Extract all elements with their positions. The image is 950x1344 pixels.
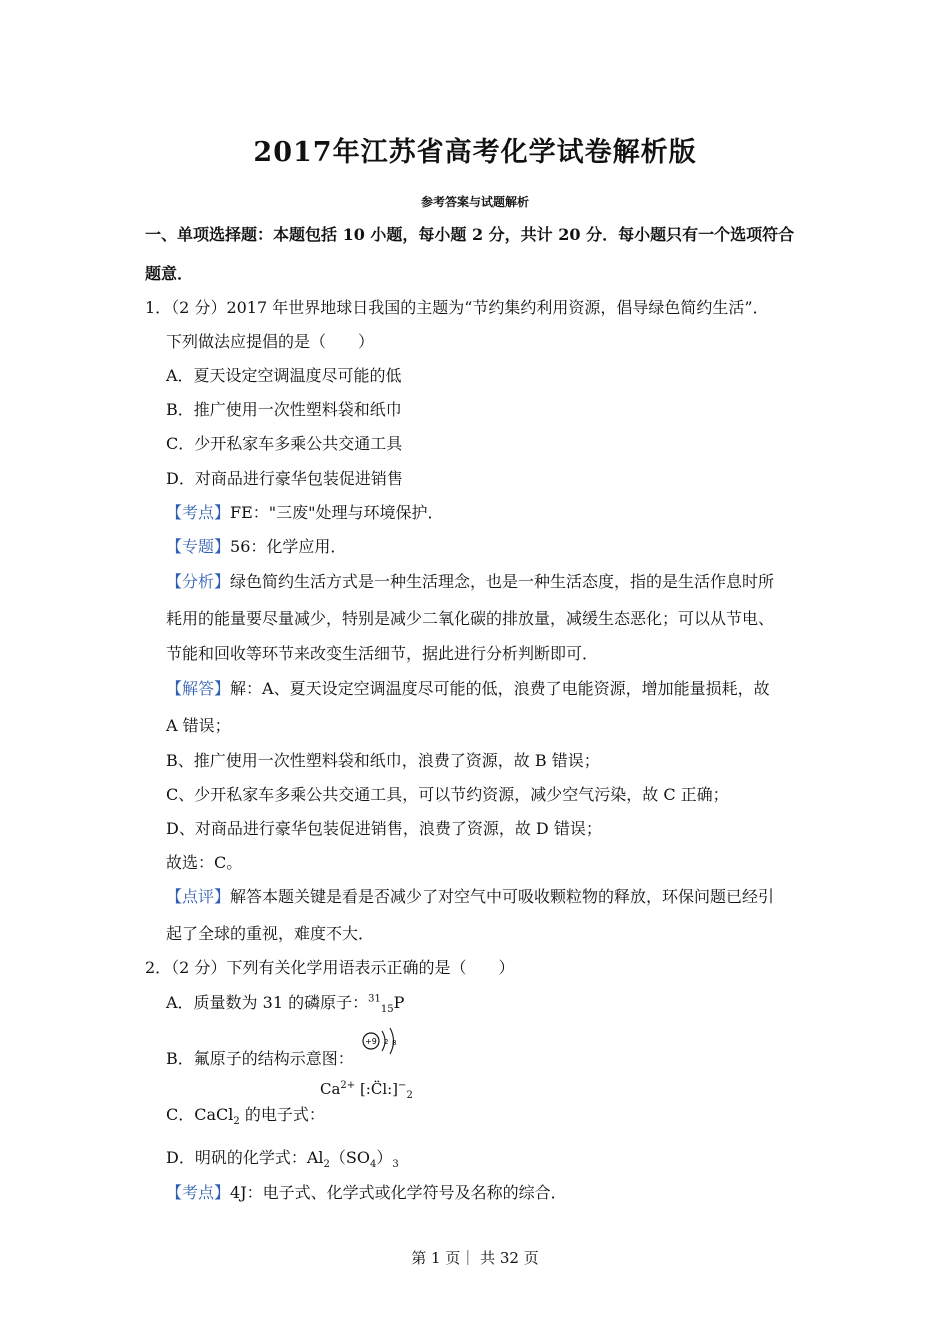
q2-kaodian	[166, 1180, 567, 1203]
q1-jieda-6: 故选：C。	[166, 853, 243, 872]
page-title: 2017年江苏省高考化学试卷解析版	[253, 137, 697, 168]
q2-option-a-text: A．质量数为 31 的磷原子：	[166, 993, 369, 1012]
fenxi-text: 绿色简约生活方式是一种生活理念，也是一种生活态度，指的是生活作息时所	[230, 572, 775, 591]
cacl2-electron-formula	[320, 1080, 413, 1101]
dianping-text: 解答本题关键是看是否减少了对空气中可吸收颗粒物的释放，环保问题已经引	[230, 887, 775, 906]
page-footer: 第 1 页｜ 共 32 页	[411, 1249, 539, 1267]
sulfate-open: （SO	[329, 1148, 370, 1167]
subscript-2: 2	[233, 1116, 240, 1128]
fenxi-tag: 【分析】	[166, 572, 231, 591]
sulfate-count: 3	[392, 1159, 399, 1171]
calcium-charge: 2+	[340, 1080, 356, 1091]
q1-fenxi	[166, 569, 774, 592]
q2-option-c	[166, 1102, 325, 1128]
q1-dianping	[166, 884, 774, 907]
element-symbol: P	[393, 993, 405, 1012]
q2-option-c-text-2: 的电子式：	[239, 1105, 325, 1124]
q1-jieda-4: C、少开私家车多乘公共交通工具，可以节约资源，减少空气污染，故 C 正确；	[166, 785, 729, 804]
q2-option-a	[166, 990, 405, 1016]
q2-option-d	[166, 1145, 399, 1171]
kaodian-text: FE："三废"处理与环境保护．	[230, 503, 444, 522]
q1-option-d: D．对商品进行豪华包装促进销售	[166, 469, 403, 488]
q2-option-d-text: D．明矾的化学式：Al	[166, 1148, 324, 1167]
kaodian-tag: 【考点】	[166, 1183, 231, 1202]
oxygen-count: 4	[369, 1159, 377, 1171]
shell-1-electrons: 2	[384, 1038, 389, 1046]
q1-stem-cont: 下列做法应提倡的是（ ）	[166, 332, 375, 351]
jieda-text: 解：A、夏天设定空调温度尽可能的低，浪费了电能资源，增加能量损耗，故	[230, 679, 770, 698]
jieda-tag: 【解答】	[166, 679, 231, 698]
nucleus-charge: +9	[365, 1037, 377, 1046]
q1-jieda-2: A 错误；	[166, 716, 231, 735]
q1-fenxi-2: 耗用的能量要尽量减少，特别是减少二氧化碳的排放量，减缓生态恶化；可以从节电、	[166, 609, 775, 628]
page-subtitle: 参考答案与试题解析	[420, 195, 529, 209]
atomic-number: 15	[380, 1004, 394, 1016]
shell-2-electrons: 8	[392, 1039, 397, 1047]
calcium-symbol: Ca	[320, 1080, 341, 1098]
q1-jieda-3: B、推广使用一次性塑料袋和纸巾，浪费了资源，故 B 错误；	[166, 751, 600, 770]
q2-option-c-text: C．CaCl	[166, 1105, 234, 1124]
q1-stem: 1．（2 分）2017 年世界地球日我国的主题为“节约集约利用资源，倡导绿色简约生活”．	[145, 298, 769, 317]
q1-option-c: C．少开私家车多乘公共交通工具	[166, 434, 403, 453]
fluorine-atom-structure-diagram	[358, 1024, 404, 1060]
q1-fenxi-3: 节能和回收等环节来改变生活细节，据此进行分析判断即可．	[166, 644, 599, 663]
al-count: 2	[323, 1159, 330, 1171]
kaodian-tag: 【考点】	[166, 503, 231, 522]
chloride-count: 2	[406, 1090, 413, 1101]
zhuanti-text: 56：化学应用．	[230, 537, 347, 556]
q1-zhuanti	[166, 534, 346, 557]
section-heading: 一、单项选择题：本题包括 10 小题，每小题 2 分，共计 20 分．每小题只有一个选项符合	[145, 225, 795, 244]
mass-number: 31	[368, 993, 381, 1005]
section-heading-cont: 题意．	[145, 264, 194, 283]
q1-jieda	[166, 676, 770, 699]
sulfate-close: ）	[376, 1148, 393, 1167]
dianping-tag: 【点评】	[166, 887, 231, 906]
chloride-charge: −	[398, 1080, 407, 1091]
q2-stem: 2．（2 分）下列有关化学用语表示正确的是（ ）	[145, 958, 515, 977]
q1-option-b: B．推广使用一次性塑料袋和纸巾	[166, 400, 402, 419]
q2-option-b: B．氟原子的结构示意图：	[166, 1049, 354, 1068]
q1-dianping-2: 起了全球的重视，难度不大．	[166, 924, 375, 943]
chloride-bracket: [:C̈l:]	[359, 1080, 399, 1098]
kaodian-text: 4J：电子式、化学式或化学符号及名称的综合．	[230, 1183, 567, 1202]
zhuanti-tag: 【专题】	[166, 537, 231, 556]
q1-option-a: A．夏天设定空调温度尽可能的低	[166, 366, 402, 385]
q1-kaodian	[166, 500, 444, 523]
q1-jieda-5: D、对商品进行豪华包装促进销售，浪费了资源，故 D 错误；	[166, 819, 602, 838]
